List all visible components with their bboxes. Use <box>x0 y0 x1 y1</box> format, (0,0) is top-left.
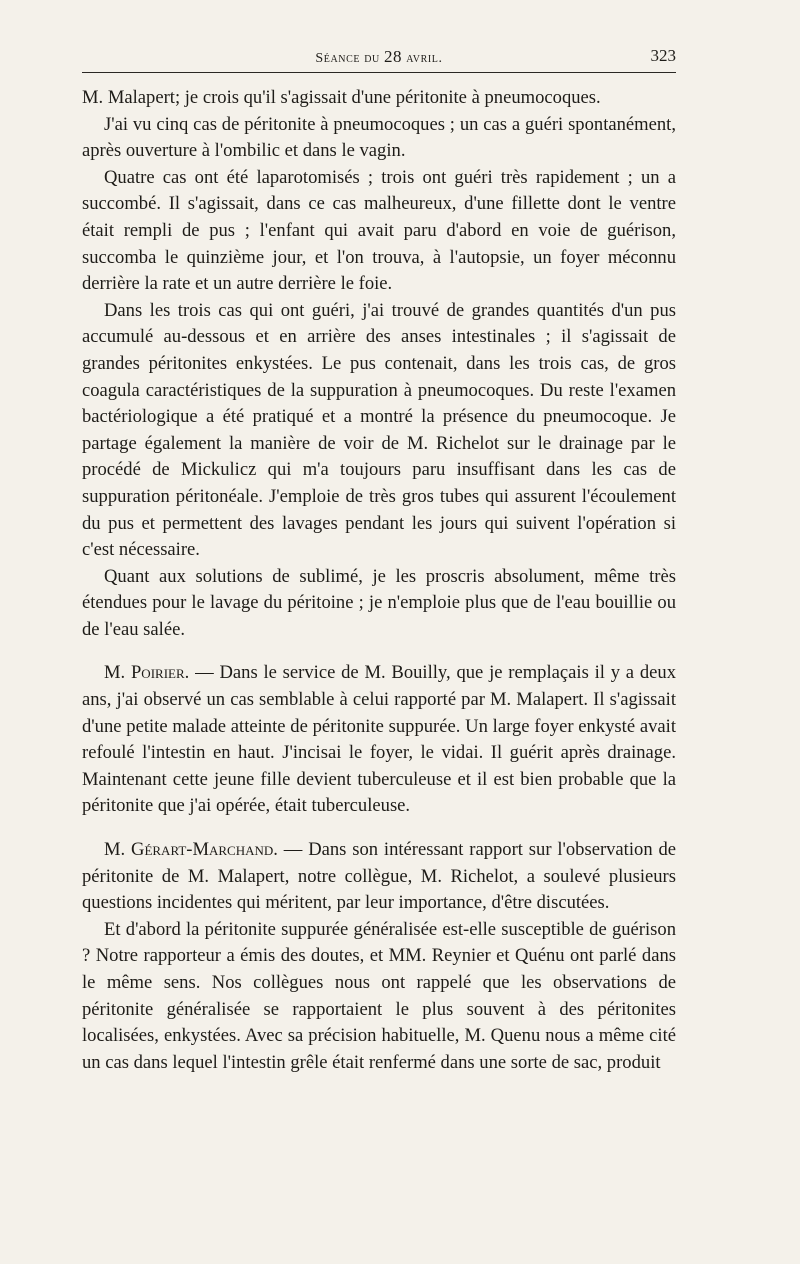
speaker-paragraph <box>82 660 676 820</box>
page-header <box>82 44 676 73</box>
running-head-suffix: avril. <box>402 51 443 66</box>
paragraph: Et d'abord la péritonite suppurée généralisée est-elle susceptible de guérison ? Notre rapporteur a émis des doutes, et MM. Reynier et Quénu ont parlé dans le même sens. Nos collègues nous ont rappelé que les observations de péritonite généralisée se rapportaient le plus souvent à des péritonites localisées, enkystées. Avec sa précision habituelle, M. Quenu nous a même cité un cas dans lequel l'intestin grêle était renfermé dans une sorte de sac, produit <box>82 918 676 1073</box>
speaker-paragraph <box>82 837 676 917</box>
speaker-text: — Dans son intéressant rapport sur l'observation de péritonite de M. Malapert, notre collègue, M. Richelot, a soulevé plusieurs questions incidentes qui méritent, par leur importance, d'être discutées. <box>82 839 676 914</box>
book-page <box>82 44 676 1076</box>
body-text <box>82 85 676 1076</box>
speaker-name: M. Gérart-Marchand. <box>104 839 278 861</box>
speaker-name: M. Poirier. <box>104 662 190 684</box>
paragraph: Quatre cas ont été laparotomisés ; trois ont guéri très rapidement ; un a succombé. Il s'agissait, dans ce cas malheureux, d'une fillette dont le ventre était rempli de pus ; l'enfant qui avait paru d'abord en voie de guérison, succomba le quinzième jour, et l'on trouva, à l'autopsie, un foyer méconnu derrière la rate et un autre derrière le foie. <box>82 166 676 295</box>
page-number: 323 <box>650 46 676 65</box>
running-head <box>82 47 676 67</box>
paragraph: J'ai vu cinq cas de péritonite à pneumocoques ; un cas a guéri spontanément, après ouverture à l'ombilic et dans le vagin. <box>82 113 676 162</box>
running-head-date: 28 <box>383 47 403 66</box>
paragraph-continuation: M. Malapert; je crois qu'il s'agissait d'une péritonite à pneumocoques. <box>82 87 601 108</box>
running-head-prefix: Séance du <box>315 51 384 66</box>
speaker-text: — Dans le service de M. Bouilly, que je remplaçais il y a deux ans, j'ai observé un cas semblable à celui rapporté par M. Malapert. Il s'agissait d'une petite malade atteinte de péritonite suppurée. Un large foyer enkysté avait refoulé l'intestin en haut. J'incisai le foyer, le vidai. Il guérit après drainage. Maintenant cette jeune fille devient tuberculeuse et il est bien probable que la péritonite que j'ai opérée, était tuberculeuse. <box>82 662 676 817</box>
paragraph: Dans les trois cas qui ont guéri, j'ai trouvé de grandes quantités d'un pus accumulé au-dessous et en arrière des anses intestinales ; il s'agissait de grandes péritonites enkystées. Le pus contenait, dans les trois cas, de gros coagula caractéristiques de la suppuration à pneumocoques. Du reste l'examen bactériologique a été pratiqué et a montré la présence du pneumocoque. Je partage également la manière de voir de M. Richelot sur le drainage par le procédé de Mickulicz qui m'a toujours paru insuffisant dans les cas de suppuration péritonéale. J'emploie de très gros tubes qui assurent l'écoulement du pus et permettent des lavages pendant les jours qui suivent l'opération si c'est nécessaire. <box>82 299 676 561</box>
paragraph: Quant aux solutions de sublimé, je les proscris absolument, même très étendues pour le lavage du péritoine ; je n'emploie plus que de l'eau bouillie ou de l'eau salée. <box>82 565 676 640</box>
